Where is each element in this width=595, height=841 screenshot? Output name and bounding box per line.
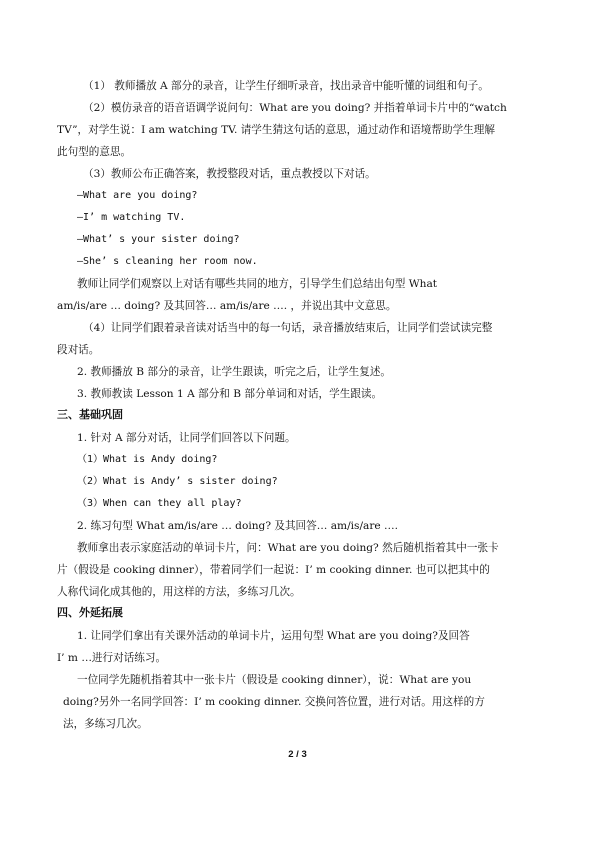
paragraph-line: 3. 教师教读 Lesson 1 A 部分和 B 部分单词和对话，学生跟读。 <box>77 388 383 400</box>
paragraph-line: 此句型的意思。 <box>57 146 132 158</box>
paragraph-line: 2. 练习句型 What am/is/are … doing? 及其回答… am/is/are …. <box>77 520 399 532</box>
paragraph-line: （3）教师公布正确答案，教授整段对话，重点教授以下对话。 <box>83 168 376 180</box>
paragraph-line: 1. 针对 A 部分对话，让同学们回答以下问题。 <box>77 432 296 444</box>
dialogue-line: —I’ m watching TV. <box>77 212 186 223</box>
paragraph-line: （1） 教师播放 A 部分的录音，让学生仔细听录音，找出录音中能听懂的词组和句子。 <box>83 80 489 92</box>
paragraph-line: I’ m …进行对话练习。 <box>57 652 167 664</box>
section-heading: 四、外延拓展 <box>57 606 123 619</box>
paragraph-line: 教师拿出表示家庭活动的单词卡片，问：What are you doing? 然后随机指着其中一张卡 <box>77 542 499 554</box>
question-line: （1）What is Andy doing? <box>77 454 218 465</box>
question-line: （3）When can they all play? <box>77 498 242 509</box>
paragraph-line: 2. 教师播放 B 部分的录音，让学生跟读，听完之后，让学生复述。 <box>77 366 392 378</box>
paragraph-line: TV”，对学生说：I am watching TV. 请学生猜这句话的意思，通过动作和语境帮助学生理解 <box>57 124 495 136</box>
paragraph-line: 人称代词化成其他的，用这样的方法，多练习几次。 <box>57 586 301 598</box>
question-line: （2）What is Andy’ s sister doing? <box>77 476 278 487</box>
paragraph-line: （4）让同学们跟着录音读对话当中的每一句话，录音播放结束后，让同学们尝试读完整 <box>83 322 493 334</box>
paragraph-line: 段对话。 <box>57 344 100 356</box>
dialogue-line: —What are you doing? <box>77 190 198 201</box>
paragraph-line: 教师让同学们观察以上对话有哪些共同的地方，引导学生们总结出句型 What <box>77 278 438 290</box>
paragraph-line: doing?另外一名同学回答：I’ m cooking dinner. 交换问答位置，进行对话。用这样的方 <box>63 696 485 708</box>
paragraph-line: am/is/are … doing? 及其回答… am/is/are …. ，并说出其中文意思。 <box>57 300 397 312</box>
dialogue-line: —She’ s cleaning her room now. <box>77 256 258 267</box>
paragraph-line: 片（假设是 cooking dinner），带着同学们一起说：I’ m cooking dinner. 也可以把其中的 <box>57 564 490 576</box>
paragraph-line: 法，多练习几次。 <box>63 718 148 730</box>
section-heading: 三、基础巩固 <box>57 408 123 421</box>
paragraph-line: （2）模仿录音的语音语调学说问句：What are you doing? 并指着单词卡片中的“watch <box>83 102 507 114</box>
paragraph-line: 一位同学先随机指着其中一张卡片（假设是 cooking dinner），说：What are you <box>77 674 472 686</box>
paragraph-line: 1. 让同学们拿出有关课外活动的单词卡片，运用句型 What are you doing?及回答 <box>77 630 470 642</box>
page-number: 2 / 3 <box>288 749 307 760</box>
dialogue-line: —What’ s your sister doing? <box>77 234 240 245</box>
